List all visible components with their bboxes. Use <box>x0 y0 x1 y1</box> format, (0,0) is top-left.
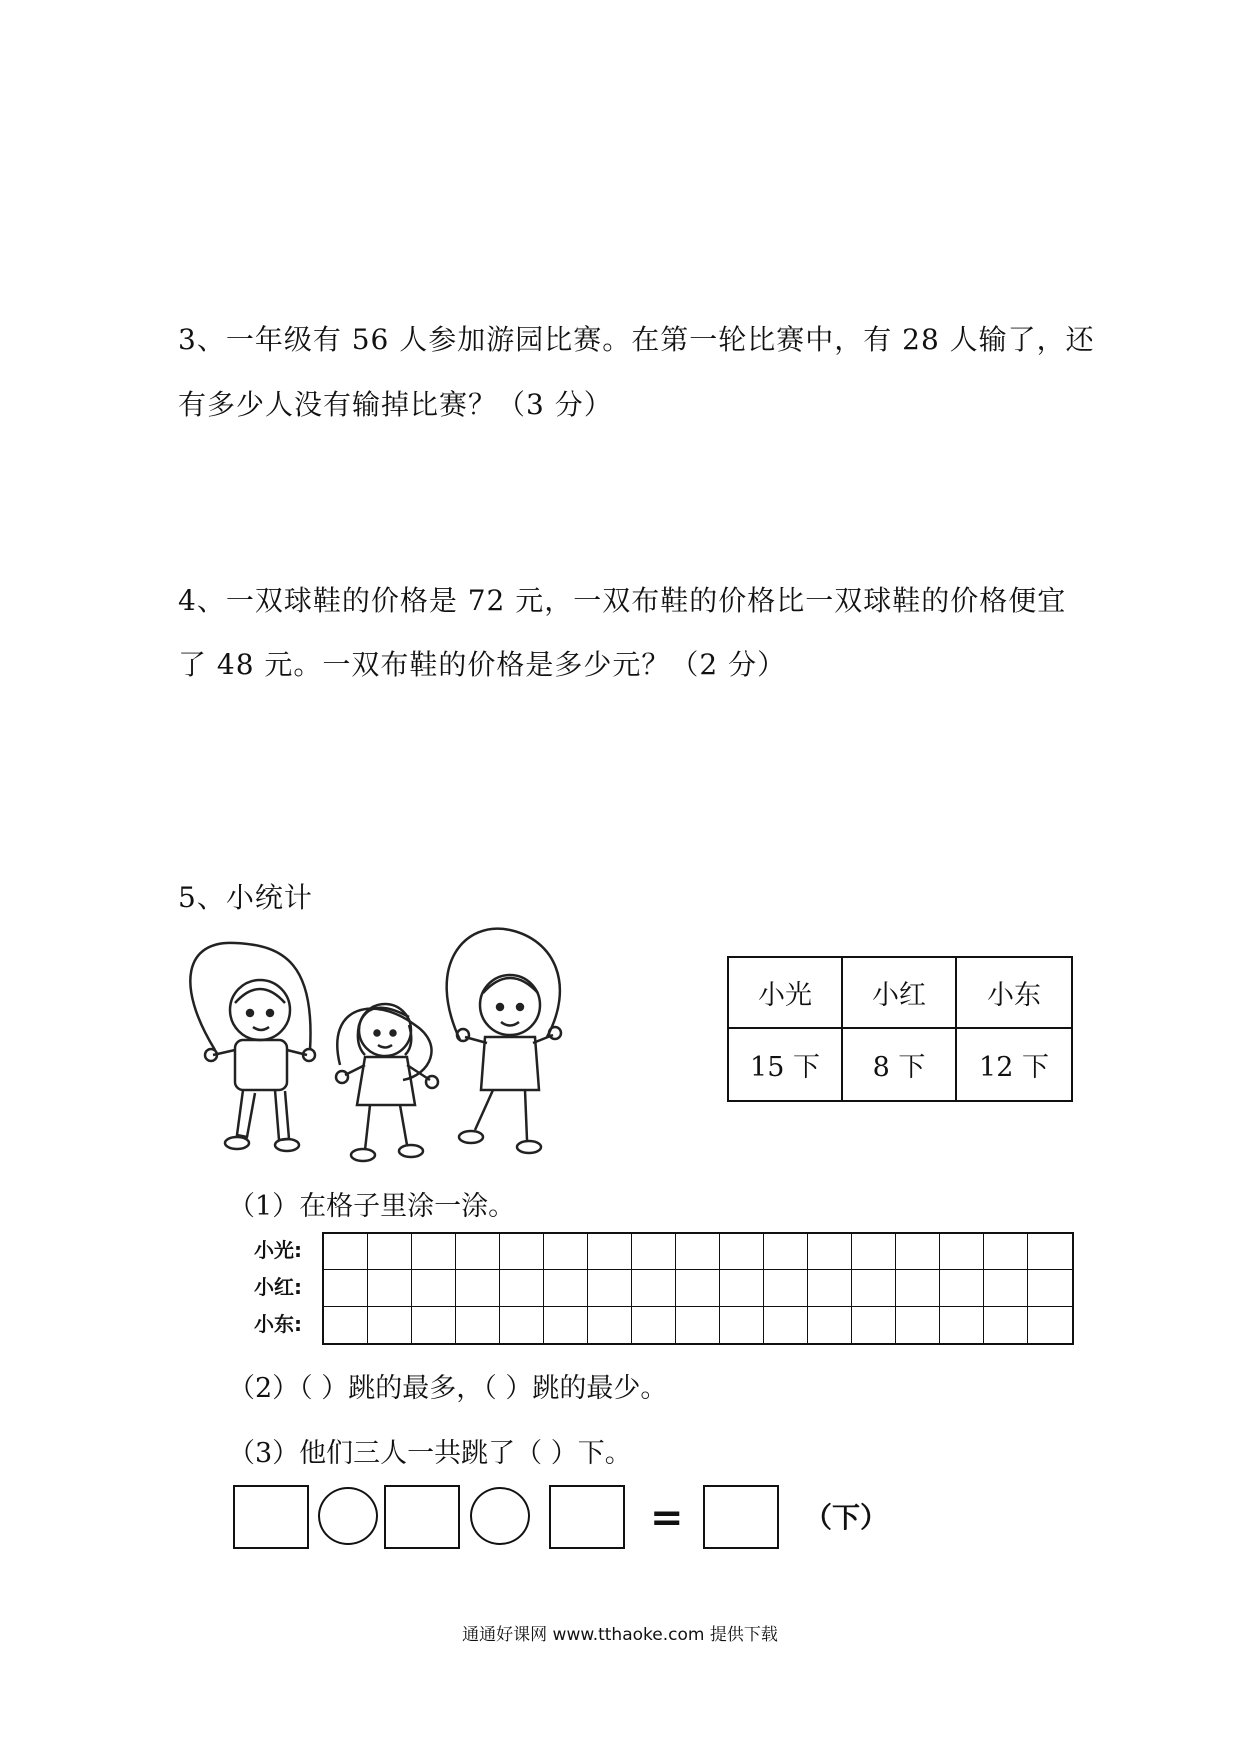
grid-cell[interactable] <box>852 1234 896 1270</box>
grid-cell[interactable] <box>544 1234 588 1270</box>
grid-row-labels <box>254 1232 324 1343</box>
grid-cell[interactable] <box>940 1307 984 1343</box>
operator-circle-2[interactable] <box>470 1487 530 1545</box>
grid-cell[interactable] <box>588 1234 632 1270</box>
q5-part1: （1）在格子里涂一涂。 <box>228 1191 516 1222</box>
grid-cell[interactable] <box>676 1270 720 1306</box>
grid-cell[interactable] <box>324 1234 368 1270</box>
grid-cell[interactable] <box>588 1307 632 1343</box>
grid-cell[interactable] <box>676 1234 720 1270</box>
grid-cell[interactable] <box>852 1307 896 1343</box>
table-value-xiaohong: 8 下 <box>843 1029 957 1100</box>
grid-cell[interactable] <box>368 1270 412 1306</box>
grid-cell[interactable] <box>500 1270 544 1306</box>
grid-cell[interactable] <box>412 1307 456 1343</box>
grid-cell[interactable] <box>456 1234 500 1270</box>
grid-cell[interactable] <box>984 1270 1028 1306</box>
grid-cell[interactable] <box>412 1234 456 1270</box>
q3-line2: 有多少人没有输掉比赛？（3 分） <box>178 388 613 421</box>
grid-cell[interactable] <box>544 1307 588 1343</box>
grid-cell[interactable] <box>1028 1307 1072 1343</box>
table-value-xiaodong: 12 下 <box>979 1052 1049 1083</box>
table-header-xiaoguang: 小光 <box>729 958 843 1029</box>
grid-cell[interactable] <box>544 1270 588 1306</box>
grid-cell[interactable] <box>720 1307 764 1343</box>
q4-line1: 4、一双球鞋的价格是 72 元，一双布鞋的价格比一双球鞋的价格便宜 <box>178 584 1067 617</box>
answer-box-3[interactable] <box>549 1485 625 1549</box>
grid-cell[interactable] <box>940 1234 984 1270</box>
grid-cell[interactable] <box>764 1270 808 1306</box>
grid-cell[interactable] <box>940 1270 984 1306</box>
grid-cell[interactable] <box>808 1270 852 1306</box>
grid-cell[interactable] <box>764 1234 808 1270</box>
equals-sign: = <box>650 1494 684 1541</box>
unit-label: （下） <box>804 1501 889 1534</box>
grid-cell[interactable] <box>720 1270 764 1306</box>
grid-cell[interactable] <box>324 1270 368 1306</box>
grid-cell[interactable] <box>632 1307 676 1343</box>
grid-cell[interactable] <box>984 1307 1028 1343</box>
grid-cell[interactable] <box>324 1307 368 1343</box>
grid-cell[interactable] <box>852 1270 896 1306</box>
grid-cell[interactable] <box>896 1270 940 1306</box>
q3-line1: 3、一年级有 56 人参加游园比赛。在第一轮比赛中，有 28 人输了，还 <box>178 323 1095 356</box>
answer-box-result[interactable] <box>703 1485 779 1549</box>
q5-part3: （3）他们三人一共跳了（ ）下。 <box>228 1438 632 1469</box>
q5-title: 5、小统计 <box>178 881 313 914</box>
grid-cell[interactable] <box>896 1234 940 1270</box>
answer-box-2[interactable] <box>384 1485 460 1549</box>
grid-cell[interactable] <box>984 1234 1028 1270</box>
grid-cell[interactable] <box>808 1234 852 1270</box>
q5-part2: （2）（ ）跳的最多，（ ）跳的最少。 <box>228 1373 668 1404</box>
grid-cell[interactable] <box>896 1307 940 1343</box>
grid-cell[interactable] <box>368 1234 412 1270</box>
grid-cell[interactable] <box>808 1307 852 1343</box>
grid-cell[interactable] <box>1028 1270 1072 1306</box>
jump-count-table <box>727 956 1073 1102</box>
coloring-grid[interactable] <box>322 1232 1074 1345</box>
grid-cell[interactable] <box>632 1234 676 1270</box>
grid-cell[interactable] <box>632 1270 676 1306</box>
answer-box-1[interactable] <box>233 1485 309 1549</box>
table-header-xiaodong: 小东 <box>957 958 1071 1029</box>
grid-cell[interactable] <box>764 1307 808 1343</box>
kids-jump-rope-illustration <box>175 925 635 1170</box>
grid-cell[interactable] <box>456 1307 500 1343</box>
grid-cell[interactable] <box>1028 1234 1072 1270</box>
grid-label-xiaoguang: 小光: <box>254 1238 302 1262</box>
q4-line2: 了 48 元。一双布鞋的价格是多少元？（2 分） <box>178 648 787 681</box>
footer-credit: 通通好课网 www.tthaoke.com 提供下载 <box>462 1625 778 1645</box>
grid-cell[interactable] <box>412 1270 456 1306</box>
grid-cell[interactable] <box>676 1307 720 1343</box>
grid-cell[interactable] <box>500 1234 544 1270</box>
grid-cell[interactable] <box>588 1270 632 1306</box>
grid-label-xiaodong: 小东: <box>254 1312 302 1336</box>
grid-cell[interactable] <box>720 1234 764 1270</box>
grid-cell[interactable] <box>368 1307 412 1343</box>
grid-cell[interactable] <box>456 1270 500 1306</box>
table-value-xiaoguang: 15 下 <box>729 1029 843 1100</box>
grid-cell[interactable] <box>500 1307 544 1343</box>
table-header-xiaohong: 小红 <box>843 958 957 1029</box>
grid-label-xiaohong: 小红: <box>254 1275 302 1299</box>
operator-circle-1[interactable] <box>318 1487 378 1545</box>
